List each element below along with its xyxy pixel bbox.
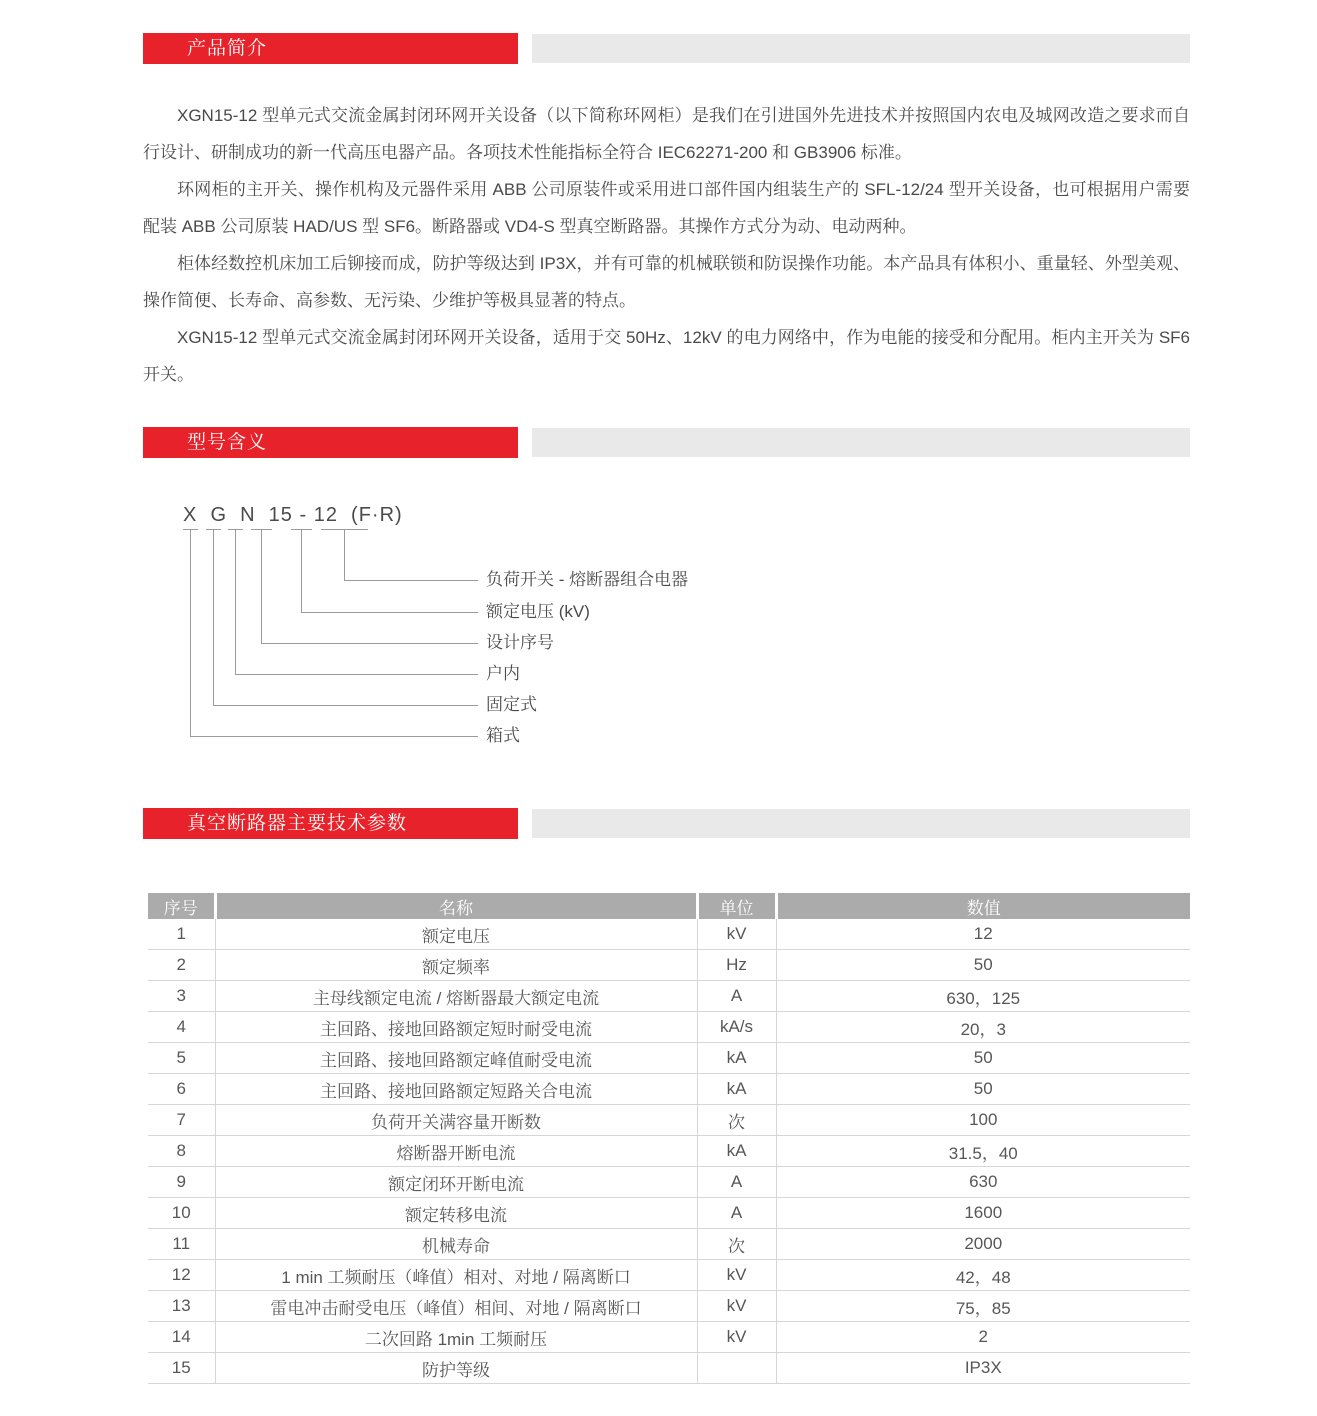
cell-value: 630，125 — [776, 981, 1190, 1012]
cell-no: 15 — [148, 1353, 215, 1384]
table-row — [148, 1198, 1190, 1229]
cell-no: 6 — [148, 1074, 215, 1105]
section-title-intro: 产品简介 — [143, 33, 518, 64]
cell-name: 1 min 工频耐压（峰值）相对、对地 / 隔离断口 — [215, 1260, 697, 1291]
params-table — [148, 893, 1190, 1384]
cell-no: 1 — [148, 919, 215, 950]
cell-value: 12 — [776, 919, 1190, 950]
table-row — [148, 919, 1190, 950]
cell-no: 14 — [148, 1322, 215, 1353]
table-row — [148, 1105, 1190, 1136]
cell-name: 额定电压 — [215, 919, 697, 950]
cell-value: 42，48 — [776, 1260, 1190, 1291]
cell-unit: A — [697, 1167, 776, 1198]
model-label-rated-voltage: 额定电压 (kV) — [486, 602, 590, 621]
diagram-connector-load-switch-fuse — [344, 580, 478, 581]
cell-no: 7 — [148, 1105, 215, 1136]
cell-value: 630 — [776, 1167, 1190, 1198]
model-code: X G N 15 - 12 (F·R) — [183, 504, 403, 526]
diagram-connector-design-serial — [261, 643, 478, 644]
model-label-load-switch-fuse: 负荷开关 - 熔断器组合电器 — [486, 570, 689, 589]
table-row — [148, 981, 1190, 1012]
cell-unit: A — [697, 1198, 776, 1229]
cell-no: 8 — [148, 1136, 215, 1167]
section-header-gray-strip — [532, 809, 1190, 838]
cell-value: 20，3 — [776, 1012, 1190, 1043]
cell-value: 75，85 — [776, 1291, 1190, 1322]
cell-value: IP3X — [776, 1353, 1190, 1384]
section-title-params: 真空断路器主要技术参数 — [143, 808, 518, 839]
table-row — [148, 1353, 1190, 1384]
table-row — [148, 1167, 1190, 1198]
cell-unit: 次 — [697, 1229, 776, 1260]
cell-name: 主回路、接地回路额定短路关合电流 — [215, 1074, 697, 1105]
diagram-leader-indoor — [235, 529, 236, 674]
col-header-value: 数值 — [776, 893, 1190, 919]
cell-name: 机械寿命 — [215, 1229, 697, 1260]
cell-value: 50 — [776, 1043, 1190, 1074]
cell-no: 3 — [148, 981, 215, 1012]
cell-unit: A — [697, 981, 776, 1012]
table-header-row — [148, 893, 1190, 919]
cell-no: 5 — [148, 1043, 215, 1074]
model-label-indoor: 户内 — [486, 664, 520, 683]
cell-no: 13 — [148, 1291, 215, 1322]
col-header-name: 名称 — [215, 893, 697, 919]
cell-unit: kV — [697, 1260, 776, 1291]
cell-value: 50 — [776, 950, 1190, 981]
model-label-box-type: 箱式 — [486, 726, 520, 745]
table-row — [148, 950, 1190, 981]
cell-name: 熔断器开断电流 — [215, 1136, 697, 1167]
diagram-connector-fixed-type — [213, 705, 478, 706]
model-meaning-diagram — [143, 498, 1193, 760]
cell-name: 防护等级 — [215, 1353, 697, 1384]
table-row — [148, 1136, 1190, 1167]
diagram-leader-fixed-type — [213, 529, 214, 705]
intro-paragraphs — [143, 97, 1190, 393]
section-header-gray-strip — [532, 34, 1190, 63]
section-header-model — [143, 427, 1190, 458]
cell-value: 50 — [776, 1074, 1190, 1105]
cell-unit: kV — [697, 1322, 776, 1353]
cell-no: 12 — [148, 1260, 215, 1291]
section-title-model: 型号含义 — [143, 427, 518, 458]
table-row — [148, 1043, 1190, 1074]
cell-unit: kA — [697, 1043, 776, 1074]
cell-name: 主回路、接地回路额定峰值耐受电流 — [215, 1043, 697, 1074]
table-row — [148, 1260, 1190, 1291]
table-row — [148, 1012, 1190, 1043]
cell-name: 二次回路 1min 工频耐压 — [215, 1322, 697, 1353]
table-row — [148, 1074, 1190, 1105]
cell-no: 9 — [148, 1167, 215, 1198]
cell-name: 额定闭环开断电流 — [215, 1167, 697, 1198]
cell-value: 2000 — [776, 1229, 1190, 1260]
section-header-intro — [143, 33, 1190, 64]
cell-name: 雷电冲击耐受电压（峰值）相间、对地 / 隔离断口 — [215, 1291, 697, 1322]
model-label-design-serial: 设计序号 — [486, 633, 554, 652]
cell-no: 2 — [148, 950, 215, 981]
diagram-connector-indoor — [235, 674, 478, 675]
section-header-params — [143, 808, 1190, 839]
cell-name: 额定频率 — [215, 950, 697, 981]
cell-no: 11 — [148, 1229, 215, 1260]
diagram-connector-box-type — [190, 736, 478, 737]
cell-value: 31.5，40 — [776, 1136, 1190, 1167]
diagram-leader-load-switch-fuse — [344, 529, 345, 580]
diagram-leader-design-serial — [261, 529, 262, 643]
cell-name: 额定转移电流 — [215, 1198, 697, 1229]
cell-unit: kV — [697, 919, 776, 950]
cell-no: 10 — [148, 1198, 215, 1229]
model-label-fixed-type: 固定式 — [486, 695, 537, 714]
cell-unit: kA — [697, 1074, 776, 1105]
intro-paragraph: XGN15-12 型单元式交流金属封闭环网开关设备，适用于交 50Hz、12kV 的电力网络中，作为电能的接受和分配用。柜内主开关为 SF6 开关。 — [143, 328, 1190, 384]
table-row — [148, 1291, 1190, 1322]
cell-name: 负荷开关满容量开断数 — [215, 1105, 697, 1136]
cell-value: 1600 — [776, 1198, 1190, 1229]
cell-unit: kA/s — [697, 1012, 776, 1043]
cell-value: 2 — [776, 1322, 1190, 1353]
cell-name: 主回路、接地回路额定短时耐受电流 — [215, 1012, 697, 1043]
cell-value: 100 — [776, 1105, 1190, 1136]
table-row — [148, 1322, 1190, 1353]
diagram-leader-rated-voltage — [301, 529, 302, 612]
section-header-gray-strip — [532, 428, 1190, 457]
table-row — [148, 1229, 1190, 1260]
cell-name: 主母线额定电流 / 熔断器最大额定电流 — [215, 981, 697, 1012]
cell-unit — [697, 1353, 776, 1384]
intro-paragraph: 环网柜的主开关、操作机构及元器件采用 ABB 公司原装件或采用进口部件国内组装生产的 SFL-12/24 型开关设备，也可根据用户需要配装 ABB 公司原装 HAD/US 型 SF6。断路器或 VD4-S 型真空断路器。其操作方式分为动、电动两种。 — [143, 180, 1190, 236]
cell-no: 4 — [148, 1012, 215, 1043]
diagram-leader-box-type — [190, 529, 191, 736]
col-header-no: 序号 — [148, 893, 215, 919]
col-header-unit: 单位 — [697, 893, 776, 919]
cell-unit: Hz — [697, 950, 776, 981]
cell-unit: kV — [697, 1291, 776, 1322]
intro-paragraph: 柜体经数控机床加工后铆接而成，防护等级达到 IP3X，并有可靠的机械联锁和防误操作功能。本产品具有体积小、重量轻、外型美观、操作简便、长寿命、高参数、无污染、少维护等极具显著的特点。 — [143, 254, 1190, 310]
intro-paragraph: XGN15-12 型单元式交流金属封闭环网开关设备（以下简称环网柜）是我们在引进国外先进技术并按照国内农电及城网改造之要求而自行设计、研制成功的新一代高压电器产品。各项技术性能指标全符合 IEC62271-200 和 GB3906 标准。 — [143, 106, 1190, 162]
cell-unit: kA — [697, 1136, 776, 1167]
cell-unit: 次 — [697, 1105, 776, 1136]
diagram-connector-rated-voltage — [301, 612, 478, 613]
